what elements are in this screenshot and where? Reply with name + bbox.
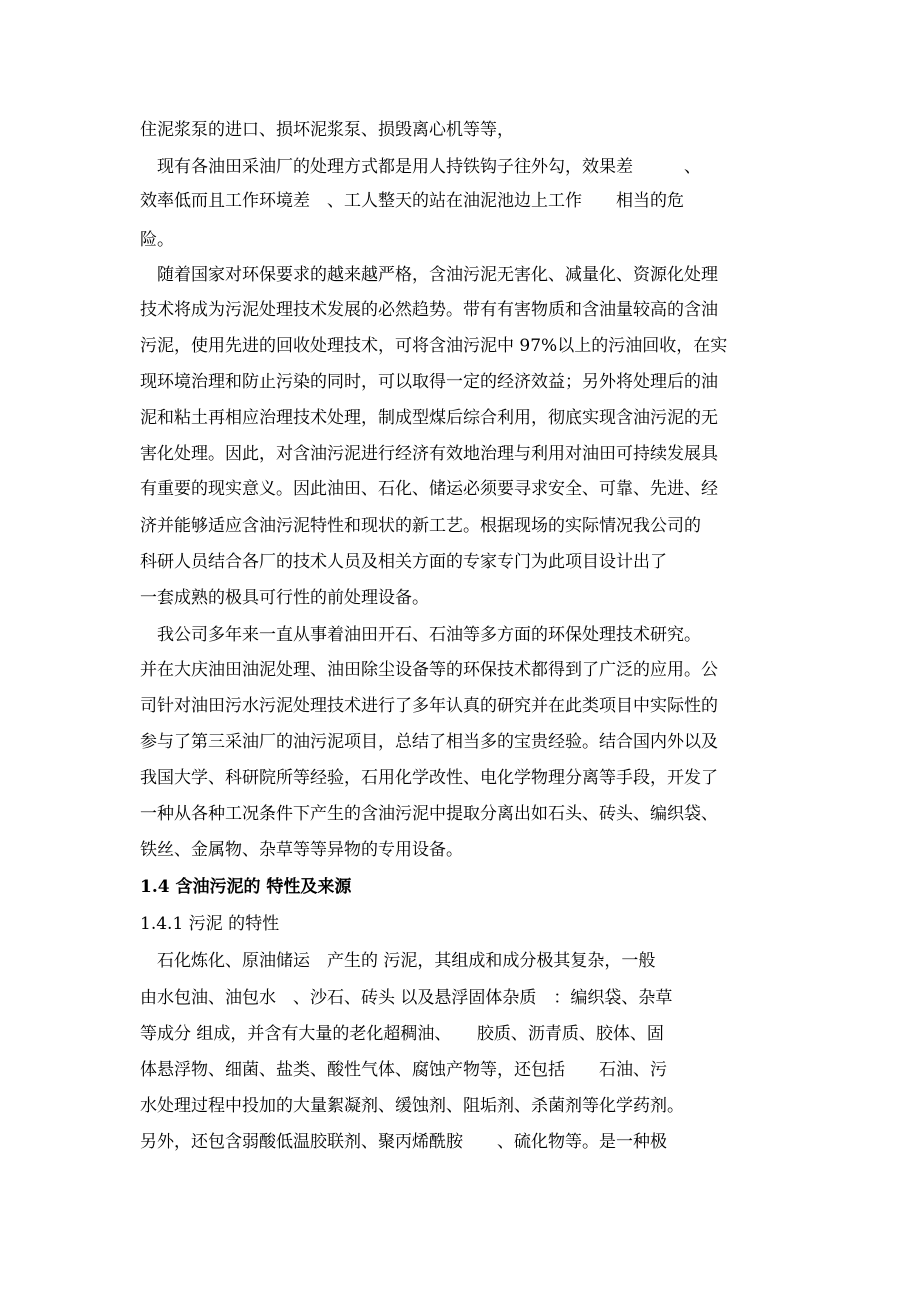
body-line: 等成分 组成，并含有大量的老化超稠油、 胶质、沥青质、胶体、固 <box>140 1024 664 1044</box>
body-line: 现环境治理和防止污染的同时，可以取得一定的经济效益；另外将处理后的油 <box>140 372 718 392</box>
section-heading: 1.4 含油污泥的 特性及来源 <box>140 877 352 897</box>
body-line: 害化处理。因此，对含油污泥进行经济有效地治理与利用对油田可持续发展具 <box>140 444 718 464</box>
body-line: 体悬浮物、细菌、盐类、酸性气体、腐蚀产物等，还包括 石油、污 <box>140 1060 667 1080</box>
body-line: 一套成熟的极具可行性的前处理设备。 <box>140 588 429 608</box>
body-line: 污泥，使用先进的回收处理技术，可将含油污泥中 97%以上的污油回收，在实 <box>140 336 728 356</box>
body-line: 司针对油田污水污泥处理技术进行了多年认真的研究并在此类项目中实际性的 <box>140 696 718 716</box>
body-line: 我国大学、科研院所等经验，石用化学改性、电化学物理分离等手段，开发了 <box>140 768 718 788</box>
body-line: 石化炼化、原油储运 产生的 污泥，其组成和成分极其复杂，一般 <box>140 951 656 971</box>
body-line: 随着国家对环保要求的越来越严格，含油污泥无害化、减量化、资源化处理 <box>140 265 718 285</box>
body-line: 效率低而且工作环境差 、工人整天的站在油泥池边上工作 相当的危 <box>140 191 684 211</box>
body-line: 技术将成为污泥处理技术发展的必然趋势。带有有害物质和含油量较高的含油 <box>140 300 718 320</box>
body-line: 一种从各种工况条件下产生的含油污泥中提取分离出如石头、砖头、编织袋、 <box>140 804 718 824</box>
body-line: 由水包油、油包水 、沙石、砖头 以及悬浮固体杂质 ：编织袋、杂草 <box>140 988 673 1008</box>
body-line: 科研人员结合各厂的技术人员及相关方面的专家专门为此项目设计出了 <box>140 552 667 572</box>
body-line: 泥和粘土再相应治理技术处理，制成型煤后综合利用，彻底实现含油污泥的无 <box>140 408 718 428</box>
body-line: 另外，还包含弱酸低温胶联剂、聚丙烯酰胺 、硫化物等。是一种极 <box>140 1132 667 1152</box>
body-line: 济并能够适应含油污泥特性和现状的新工艺。根据现场的实际情况我公司的 <box>140 516 701 536</box>
body-line: 参与了第三采油厂的油污泥项目，总结了相当多的宝贵经验。结合国内外以及 <box>140 732 718 752</box>
body-line: 有重要的现实意义。因此油田、石化、储运必须要寻求安全、可靠、先进、经 <box>140 479 718 499</box>
subsection-heading: 1.4.1 污泥 的特性 <box>140 914 280 934</box>
body-line: 我公司多年来一直从事着油田开石、石油等多方面的环保处理技术研究。 <box>140 625 701 645</box>
body-line: 铁丝、金属物、杂草等等异物的专用设备。 <box>140 840 463 860</box>
body-line: 险。 <box>140 230 174 250</box>
body-line: 水处理过程中投加的大量絮凝剂、缓蚀剂、阻垢剂、杀菌剂等化学药剂。 <box>140 1096 684 1116</box>
body-line: 并在大庆油田油泥处理、油田除尘设备等的环保技术都得到了广泛的应用。公 <box>140 660 718 680</box>
body-line: 住泥浆泵的进口、损坏泥浆泵、损毁离心机等等， <box>140 120 514 140</box>
body-line: 现有各油田采油厂的处理方式都是用人持铁钩子往外勾，效果差 、 <box>140 157 701 177</box>
